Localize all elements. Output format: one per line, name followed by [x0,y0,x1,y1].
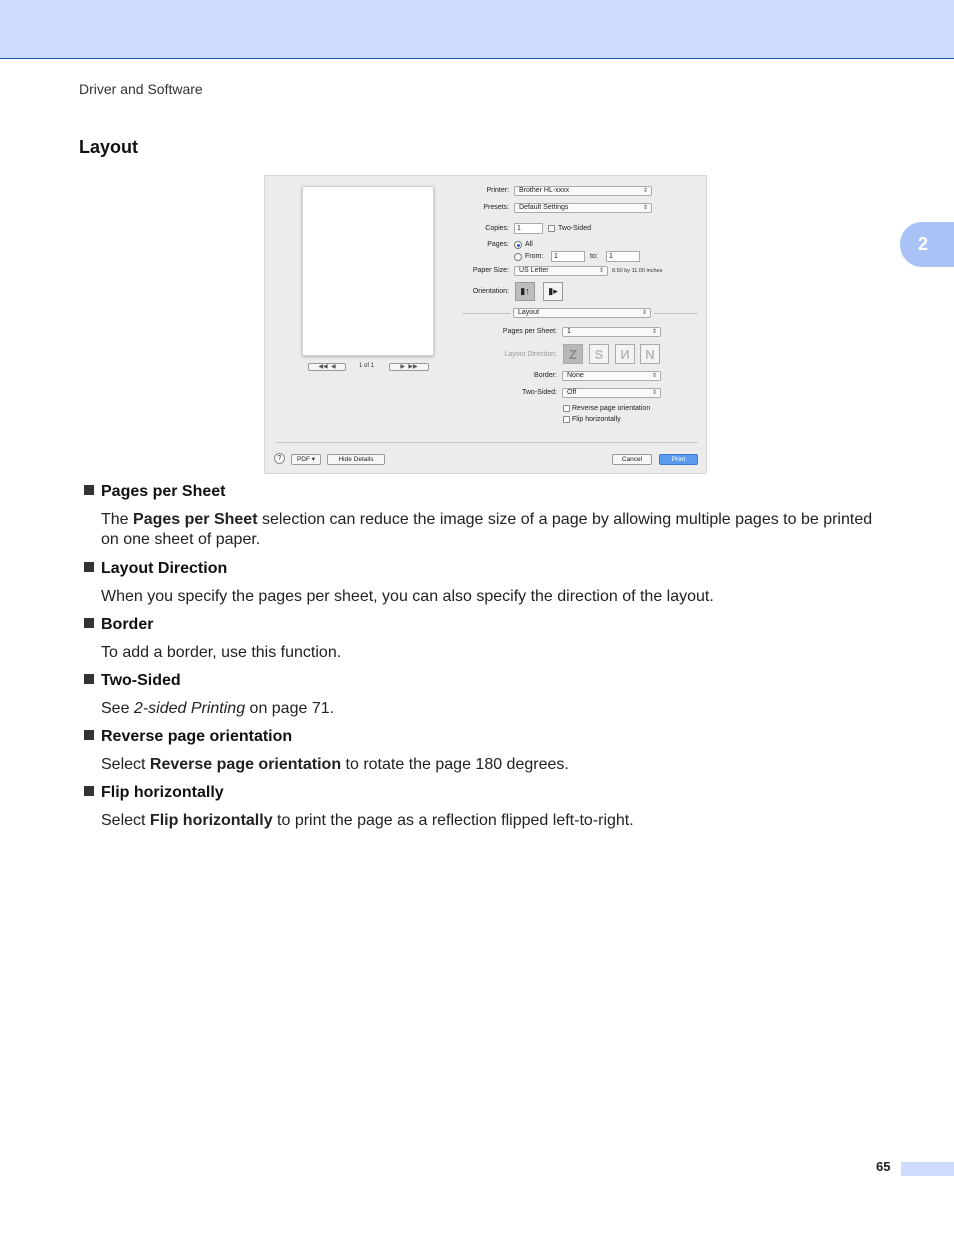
item-text-reverse-orientation [101,755,891,775]
border-value: None [567,372,584,379]
help-button[interactable]: ? [274,453,285,464]
preview-next-last-buttons[interactable]: ▶ ▶▶ [389,363,429,371]
top-header-bar [0,0,954,59]
layout-direction-s-icon[interactable]: S [589,344,609,364]
reverse-orientation-label: Reverse page orientation [572,405,651,412]
pages-to-label: to: [590,253,598,260]
popup-arrows-icon: ⇕ [642,188,648,194]
paper-size-popup[interactable] [514,266,608,276]
square-bullet-icon [84,562,94,572]
dropdown-arrow-icon: ▾ [311,456,316,463]
preview-first-prev-buttons[interactable]: ◀◀ ◀ [308,363,346,371]
footer-divider [275,442,698,443]
text-segment: selection can reduce the image size of a page by allowing multiple pages to be printed on one sheet of paper. [101,511,873,548]
border-popup[interactable] [562,371,661,381]
paper-size-dimensions: 8.50 by 11.00 inches [612,268,663,274]
layout-direction-n-icon[interactable]: N [640,344,660,364]
landscape-orientation-icon[interactable]: ▮▸ [543,282,563,301]
chapter-tab: 2 [900,222,954,267]
two-sided-checkbox[interactable] [548,225,555,232]
popup-arrows-icon: ⇕ [642,205,648,211]
popup-arrows-icon: ⇕ [598,268,604,274]
pdf-menu-button[interactable] [291,454,321,465]
pages-all-label: All [525,241,533,248]
page-number: 65 [876,1159,891,1174]
print-button[interactable]: Print [659,454,698,465]
divider-right [654,313,698,314]
paper-size-value: US Letter [519,267,549,274]
printer-label: Printer: [486,187,509,194]
popup-arrows-icon: ⇕ [651,329,657,335]
item-heading-two-sided [84,672,181,690]
layout-direction-label: Layout Direction: [504,351,557,358]
border-label: Border: [534,372,557,379]
text-segment: on page 71. [245,700,335,717]
section-popup[interactable] [513,308,651,318]
square-bullet-icon [84,485,94,495]
orientation-label: Orientation: [472,288,509,295]
layout-direction-z-icon[interactable]: Z [563,344,583,364]
pages-label: Pages: [487,241,509,248]
pages-per-sheet-label: Pages per Sheet: [502,328,557,335]
item-text-pages-per-sheet [101,510,891,550]
popup-arrows-icon: ⇕ [651,373,657,379]
heading-text: Pages per Sheet [101,483,226,500]
presets-label: Presets: [483,204,509,211]
portrait-orientation-icon[interactable]: ▮↑ [515,282,535,301]
flip-horizontally-label: Flip horizontally [572,416,621,423]
cross-reference-link[interactable]: 2-sided Printing [133,700,246,717]
paper-size-label: Paper Size: [472,267,509,274]
section-title: Layout [79,137,139,157]
layout-direction-n-reverse-icon[interactable]: И [615,344,635,364]
flip-horizontally-checkbox[interactable] [563,416,570,423]
item-text-flip-horizontally [101,811,891,831]
pages-all-radio[interactable] [514,241,522,249]
pages-per-sheet-popup[interactable] [562,327,661,337]
printer-popup[interactable] [514,186,652,196]
text-bold-segment: Reverse page orientation [149,756,342,773]
pages-from-label: From: [525,253,544,260]
running-header: Driver and Software [79,81,203,97]
text-segment: to print the page as a reflection flipped left-to-right. [272,812,634,829]
pages-from-field[interactable]: 1 [551,251,585,262]
square-bullet-icon [84,618,94,628]
item-heading-layout-direction [84,560,227,578]
square-bullet-icon [84,786,94,796]
text-segment: to rotate the page 180 degrees. [341,756,569,773]
item-text-two-sided [101,699,891,719]
page-preview [302,186,434,356]
two-sided-checkbox-label: Two-Sided [558,225,592,232]
page-number-bar [901,1162,954,1176]
print-dialog-screenshot [264,175,707,474]
text-segment: Select [101,812,150,829]
pages-from-radio[interactable] [514,253,522,261]
heading-text: Reverse page orientation [101,728,293,745]
presets-popup[interactable] [514,203,652,213]
pages-per-sheet-value: 1 [567,328,571,335]
two-sided-popup[interactable] [562,388,661,398]
two-sided-value: Off [567,389,577,396]
item-heading-pages-per-sheet [84,483,226,501]
item-heading-border [84,616,153,634]
section-popup-value: Layout [518,309,540,316]
popup-arrows-icon: ⇕ [651,390,657,396]
popup-arrows-icon: ⇕ [641,310,647,316]
text-segment: Select [101,756,150,773]
hide-details-button[interactable]: Hide Details [327,454,385,465]
square-bullet-icon [84,730,94,740]
text-segment: See [101,700,134,717]
heading-text: Two-Sided [101,672,181,689]
two-sided-label: Two-Sided: [521,389,557,396]
presets-value: Default Settings [519,204,569,211]
pdf-label: PDF [296,456,310,463]
heading-text: Layout Direction [101,560,228,577]
copies-field[interactable]: 1 [514,223,543,234]
text-segment: The [101,511,134,528]
item-heading-reverse-orientation [84,728,292,746]
divider-left [462,313,510,314]
text-bold-segment: Pages per Sheet [133,511,258,528]
preview-page-count: 1 of 1 [359,363,375,369]
copies-label: Copies: [485,225,509,232]
item-heading-flip-horizontally [84,784,224,802]
heading-text: Flip horizontally [101,784,224,801]
cancel-button[interactable]: Cancel [612,454,652,465]
reverse-orientation-checkbox[interactable] [563,405,570,412]
item-text-border: To add a border, use this function. [101,644,342,661]
text-bold-segment: Flip horizontally [149,812,273,829]
item-text-layout-direction: When you specify the pages per sheet, you can also specify the direction of the layout. [101,588,714,605]
heading-text: Border [101,616,154,633]
printer-value: Brother HL-xxxx [519,187,570,194]
pages-to-field[interactable]: 1 [606,251,640,262]
square-bullet-icon [84,674,94,684]
